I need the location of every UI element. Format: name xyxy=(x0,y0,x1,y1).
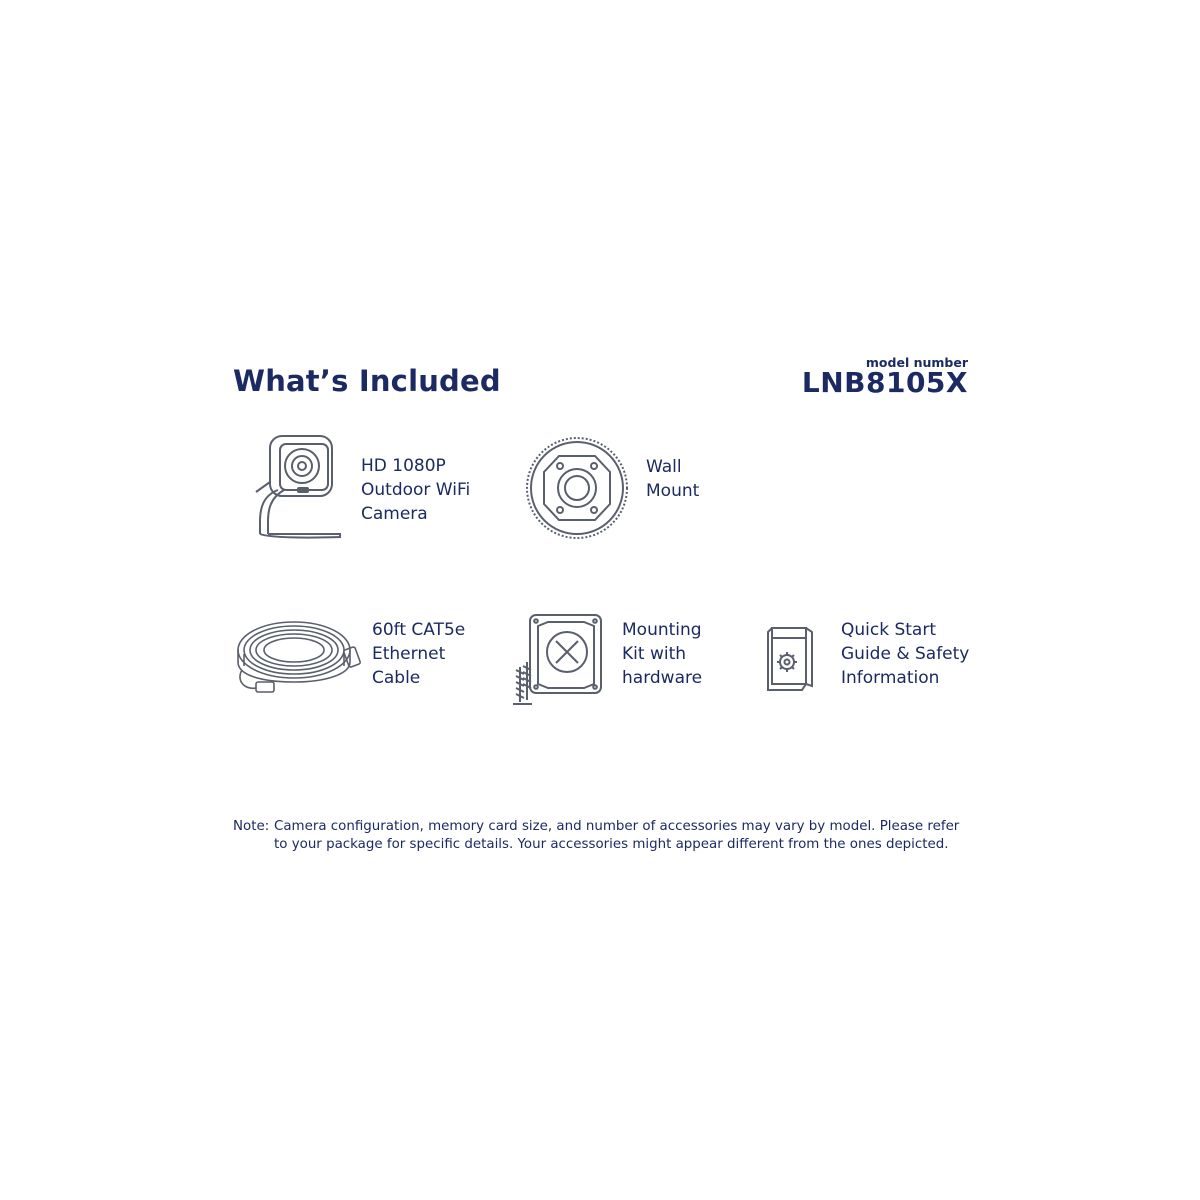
note-body xyxy=(274,818,959,854)
mounting-kit-label-line: hardware xyxy=(622,668,703,688)
quick-start-guide-label-line: Quick Start xyxy=(841,620,937,640)
quick-start-guide-label xyxy=(841,618,969,690)
quick-start-guide-label-line: Information xyxy=(841,668,940,688)
included-item-quick-start-guide xyxy=(760,620,980,710)
ethernet-cable-label xyxy=(372,618,465,690)
mounting-kit-label-line: Kit with xyxy=(622,644,687,664)
wall-mount-label-line: Mount xyxy=(646,481,700,501)
camera-label-line: Camera xyxy=(361,504,428,524)
wall-mount-label-line: Wall xyxy=(646,457,682,477)
included-item-camera xyxy=(240,430,480,550)
mounting-kit-icon xyxy=(510,612,610,708)
wall-mount-icon xyxy=(524,434,634,544)
note-prefix: Note: xyxy=(233,819,270,834)
model-number-caption: model number xyxy=(865,355,968,370)
ethernet-cable-label-line: 60ft CAT5e xyxy=(372,620,466,640)
quick-start-guide-label-line: Guide & Safety xyxy=(841,644,970,664)
camera-label-line: Outdoor WiFi xyxy=(361,480,471,500)
camera-label-line: HD 1080P xyxy=(361,456,446,476)
ethernet-cable-label-line: Cable xyxy=(372,668,421,688)
included-item-mounting-kit xyxy=(510,612,730,712)
page-title: What’s Included xyxy=(233,364,501,398)
mounting-kit-label-line: Mounting xyxy=(622,620,702,640)
note-line: Camera configuration, memory card size, and number of accessories may vary by model. Please refer xyxy=(274,819,960,834)
mounting-kit-label xyxy=(622,618,702,690)
wall-mount-label xyxy=(646,455,699,503)
camera-icon xyxy=(240,430,350,545)
included-item-ethernet-cable xyxy=(234,610,494,710)
ethernet-cable-label-line: Ethernet xyxy=(372,644,446,664)
model-number: LNB8105X xyxy=(801,366,968,399)
camera-label xyxy=(361,454,470,526)
guide-book-icon xyxy=(760,620,820,692)
ethernet-cable-icon xyxy=(234,610,364,705)
note-line: to your package for specific details. Your accessories might appear different from the ones depicted. xyxy=(274,837,949,852)
included-item-wall-mount xyxy=(524,434,724,544)
